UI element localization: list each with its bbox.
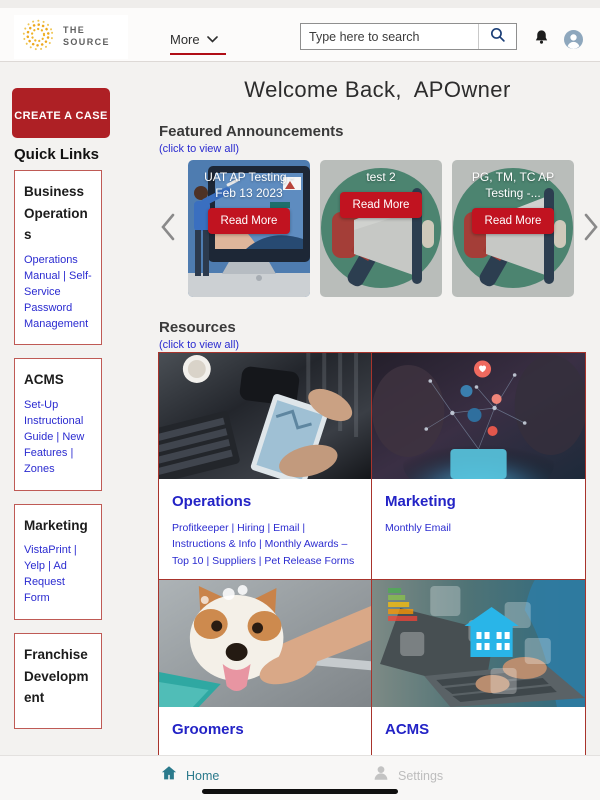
resource-card-acms[interactable] [372, 580, 585, 758]
quick-link-box-acms [14, 358, 102, 490]
person-icon [372, 764, 390, 787]
read-more-button[interactable]: Read More [208, 208, 291, 234]
read-more-button[interactable]: Read More [472, 208, 555, 234]
status-bar [0, 0, 600, 8]
sunburst-logo-icon [19, 16, 57, 59]
announcements-view-all-link[interactable]: (click to view all) [159, 143, 240, 155]
laptop-smart-home-photo [372, 580, 585, 707]
carousel-next-button[interactable] [580, 213, 600, 244]
quick-links-list [14, 170, 102, 742]
create-a-case-button[interactable]: CREATE A CASE [12, 88, 110, 138]
home-indicator-bar[interactable] [202, 789, 398, 794]
resource-card-links[interactable]: Profitkeeper | Hiring | Email | Instructions & Info | Monthly Awards – Top 10 | Suppliers | Pet Release Forms [172, 522, 355, 567]
notifications-button[interactable] [533, 29, 550, 51]
resource-card-groomers[interactable] [159, 580, 372, 758]
announcement-card[interactable] [452, 160, 574, 297]
quick-link-box-title: Business Operations [24, 184, 88, 243]
read-more-button[interactable]: Read More [340, 192, 423, 218]
more-menu[interactable] [170, 30, 218, 48]
resource-card-title: ACMS [385, 720, 430, 738]
resources-grid [158, 352, 586, 759]
resources-view-all-link[interactable]: (click to view all) [159, 339, 240, 351]
featured-announcements-title: Featured Announcements [159, 123, 344, 140]
search-input[interactable] [301, 24, 478, 49]
page-title: Welcome Back, APOwner [244, 77, 511, 102]
announcement-card-overlay [452, 160, 574, 297]
nav-tab-home[interactable] [160, 764, 219, 787]
announcement-title: PG, TM, TC AP Testing -... [471, 169, 555, 200]
resource-card-links[interactable]: Monthly Email [385, 522, 451, 534]
resource-card-title: Groomers [172, 720, 244, 738]
nav-tab-settings[interactable] [372, 764, 443, 787]
quick-link-box-title: Franchise Development [24, 647, 89, 706]
nav-tab-label: Settings [398, 768, 444, 783]
quick-link-box-business-operations [14, 170, 102, 345]
resource-card-body [372, 479, 585, 579]
search-icon [489, 26, 506, 48]
quick-links-title: Quick Links [14, 146, 100, 163]
logo-text: THE SOURCE [63, 25, 110, 47]
sidebar [0, 62, 155, 800]
search-button[interactable] [478, 24, 516, 49]
resource-card-title: Operations [172, 493, 252, 510]
chevron-left-icon [161, 213, 175, 244]
more-active-underline [170, 53, 226, 55]
phone-social-media-photo [372, 353, 585, 479]
announcements-carousel [155, 159, 600, 297]
logo[interactable] [14, 15, 128, 59]
quick-link-box-title: ACMS [24, 372, 64, 388]
quick-link-box-franchise-development [14, 633, 102, 729]
announcement-card-overlay [188, 160, 310, 297]
home-icon [160, 764, 178, 787]
quick-link-box-marketing [14, 504, 102, 620]
announcement-title: test 2 [366, 169, 396, 184]
quick-link-box-links[interactable]: VistaPrint | Yelp | Ad Request Form [24, 544, 77, 605]
resource-card-body [159, 707, 371, 758]
bell-icon [533, 33, 550, 50]
resource-card-body [159, 479, 371, 579]
quick-link-box-links[interactable]: Set-Up Instructional Guide | New Features | Zones [24, 399, 85, 475]
chevron-down-icon [207, 30, 218, 48]
chevron-right-icon [584, 213, 598, 244]
profile-button[interactable] [564, 30, 583, 54]
nav-tab-label: Home [186, 768, 220, 783]
search-box [300, 23, 517, 50]
resources-title: Resources [159, 319, 236, 336]
quick-link-box-title: Marketing [24, 517, 88, 533]
quick-link-box-links[interactable]: Operations Manual | Self-Service Password Management [24, 253, 92, 330]
more-label: More [170, 31, 200, 47]
resource-card-operations[interactable] [159, 353, 372, 580]
desk-tablet-photo [159, 353, 371, 479]
resource-card-body [372, 707, 585, 758]
dog-bath-photo [159, 580, 371, 707]
main-content [155, 62, 600, 800]
announcement-card[interactable] [320, 160, 442, 297]
carousel-previous-button[interactable] [157, 213, 179, 244]
avatar-icon [564, 36, 583, 53]
announcement-card[interactable] [188, 160, 310, 297]
resource-card-title: Marketing [385, 493, 456, 510]
resource-card-marketing[interactable] [372, 353, 585, 580]
app-header [0, 8, 600, 62]
announcement-title: UAT AP Testing - Feb 13 2023 [204, 169, 294, 200]
announcement-card-overlay [320, 160, 442, 297]
bottom-navigation [0, 755, 600, 800]
